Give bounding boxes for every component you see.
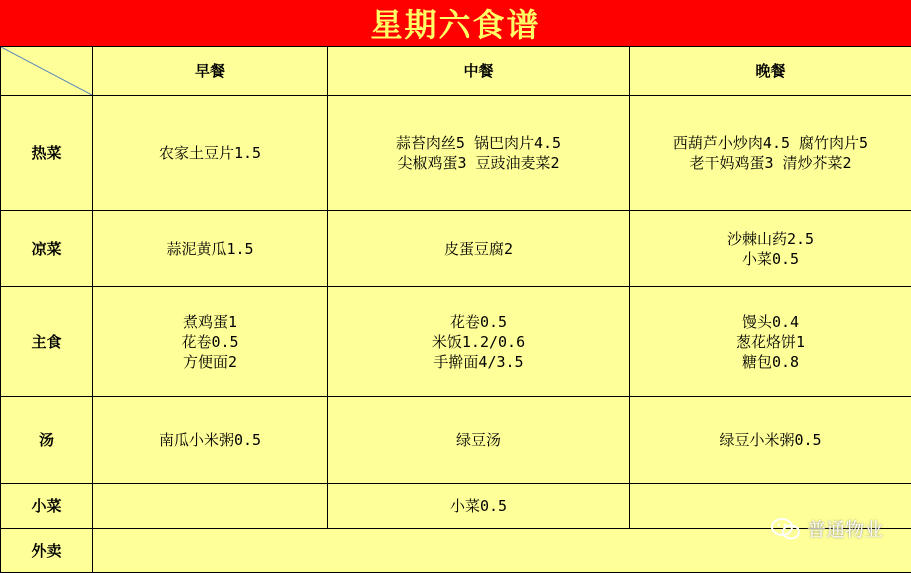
cell-breakfast [93, 287, 328, 397]
cell-breakfast [93, 484, 328, 529]
menu-item-text: 方便面2 [97, 352, 323, 372]
menu-item-text: 绿豆汤 [332, 430, 625, 450]
menu-item-text: 西葫芦小炒肉4.5 腐竹肉片5 [634, 133, 907, 153]
cell-dinner [630, 96, 911, 211]
menu-item-text: 米饭1.2/0.6 [332, 332, 625, 352]
watermark-text: 普通物业 [807, 515, 883, 542]
table-row [1, 397, 911, 484]
menu-item-text: 花卷0.5 [332, 312, 625, 332]
col-header-breakfast: 早餐 [93, 47, 328, 96]
menu-item-text: 煮鸡蛋1 [97, 312, 323, 332]
menu-table [0, 46, 911, 573]
diagonal-line [1, 47, 92, 95]
cell-breakfast [93, 211, 328, 287]
page-title: 星期六食谱 [0, 0, 911, 46]
cell-dinner [630, 287, 911, 397]
menu-item-text: 小菜0.5 [332, 496, 625, 516]
cell-lunch [328, 397, 630, 484]
col-header-dinner: 晚餐 [630, 47, 911, 96]
menu-item-text: 葱花烙饼1 [634, 332, 907, 352]
cell-dinner [630, 211, 911, 287]
table-row [1, 211, 911, 287]
menu-item-text: 小菜0.5 [634, 249, 907, 269]
row-header: 凉菜 [1, 211, 93, 287]
cell-lunch [328, 96, 630, 211]
menu-item-text: 蒜泥黄瓜1.5 [97, 239, 323, 259]
menu-item-text: 尖椒鸡蛋3 豆豉油麦菜2 [332, 153, 625, 173]
cell-lunch [328, 484, 630, 529]
menu-item-text: 南瓜小米粥0.5 [97, 430, 323, 450]
cell-breakfast [93, 96, 328, 211]
menu-item-text: 糖包0.8 [634, 352, 907, 372]
cell-lunch [328, 211, 630, 287]
watermark [771, 515, 883, 542]
menu-item-text: 馒头0.4 [634, 312, 907, 332]
wechat-icon [771, 517, 801, 541]
header-row [1, 47, 911, 96]
table-row [1, 287, 911, 397]
menu-item-text: 农家土豆片1.5 [97, 143, 323, 163]
row-header: 外卖 [1, 529, 93, 573]
menu-item-text: 花卷0.5 [97, 332, 323, 352]
menu-item-text: 皮蛋豆腐2 [332, 239, 625, 259]
row-header: 热菜 [1, 96, 93, 211]
menu-item-text: 手擀面4/3.5 [332, 352, 625, 372]
menu-item-text: 绿豆小米粥0.5 [634, 430, 907, 450]
row-header: 小菜 [1, 484, 93, 529]
menu-item-text: 沙棘山药2.5 [634, 229, 907, 249]
col-header-lunch: 中餐 [328, 47, 630, 96]
corner-cell [1, 47, 93, 96]
table-row [1, 96, 911, 211]
menu-item-text: 老干妈鸡蛋3 清炒芥菜2 [634, 153, 907, 173]
cell-breakfast [93, 397, 328, 484]
cell-lunch [328, 287, 630, 397]
row-header: 主食 [1, 287, 93, 397]
row-header: 汤 [1, 397, 93, 484]
menu-item-text: 蒜苔肉丝5 锅巴肉片4.5 [332, 133, 625, 153]
cell-dinner [630, 397, 911, 484]
